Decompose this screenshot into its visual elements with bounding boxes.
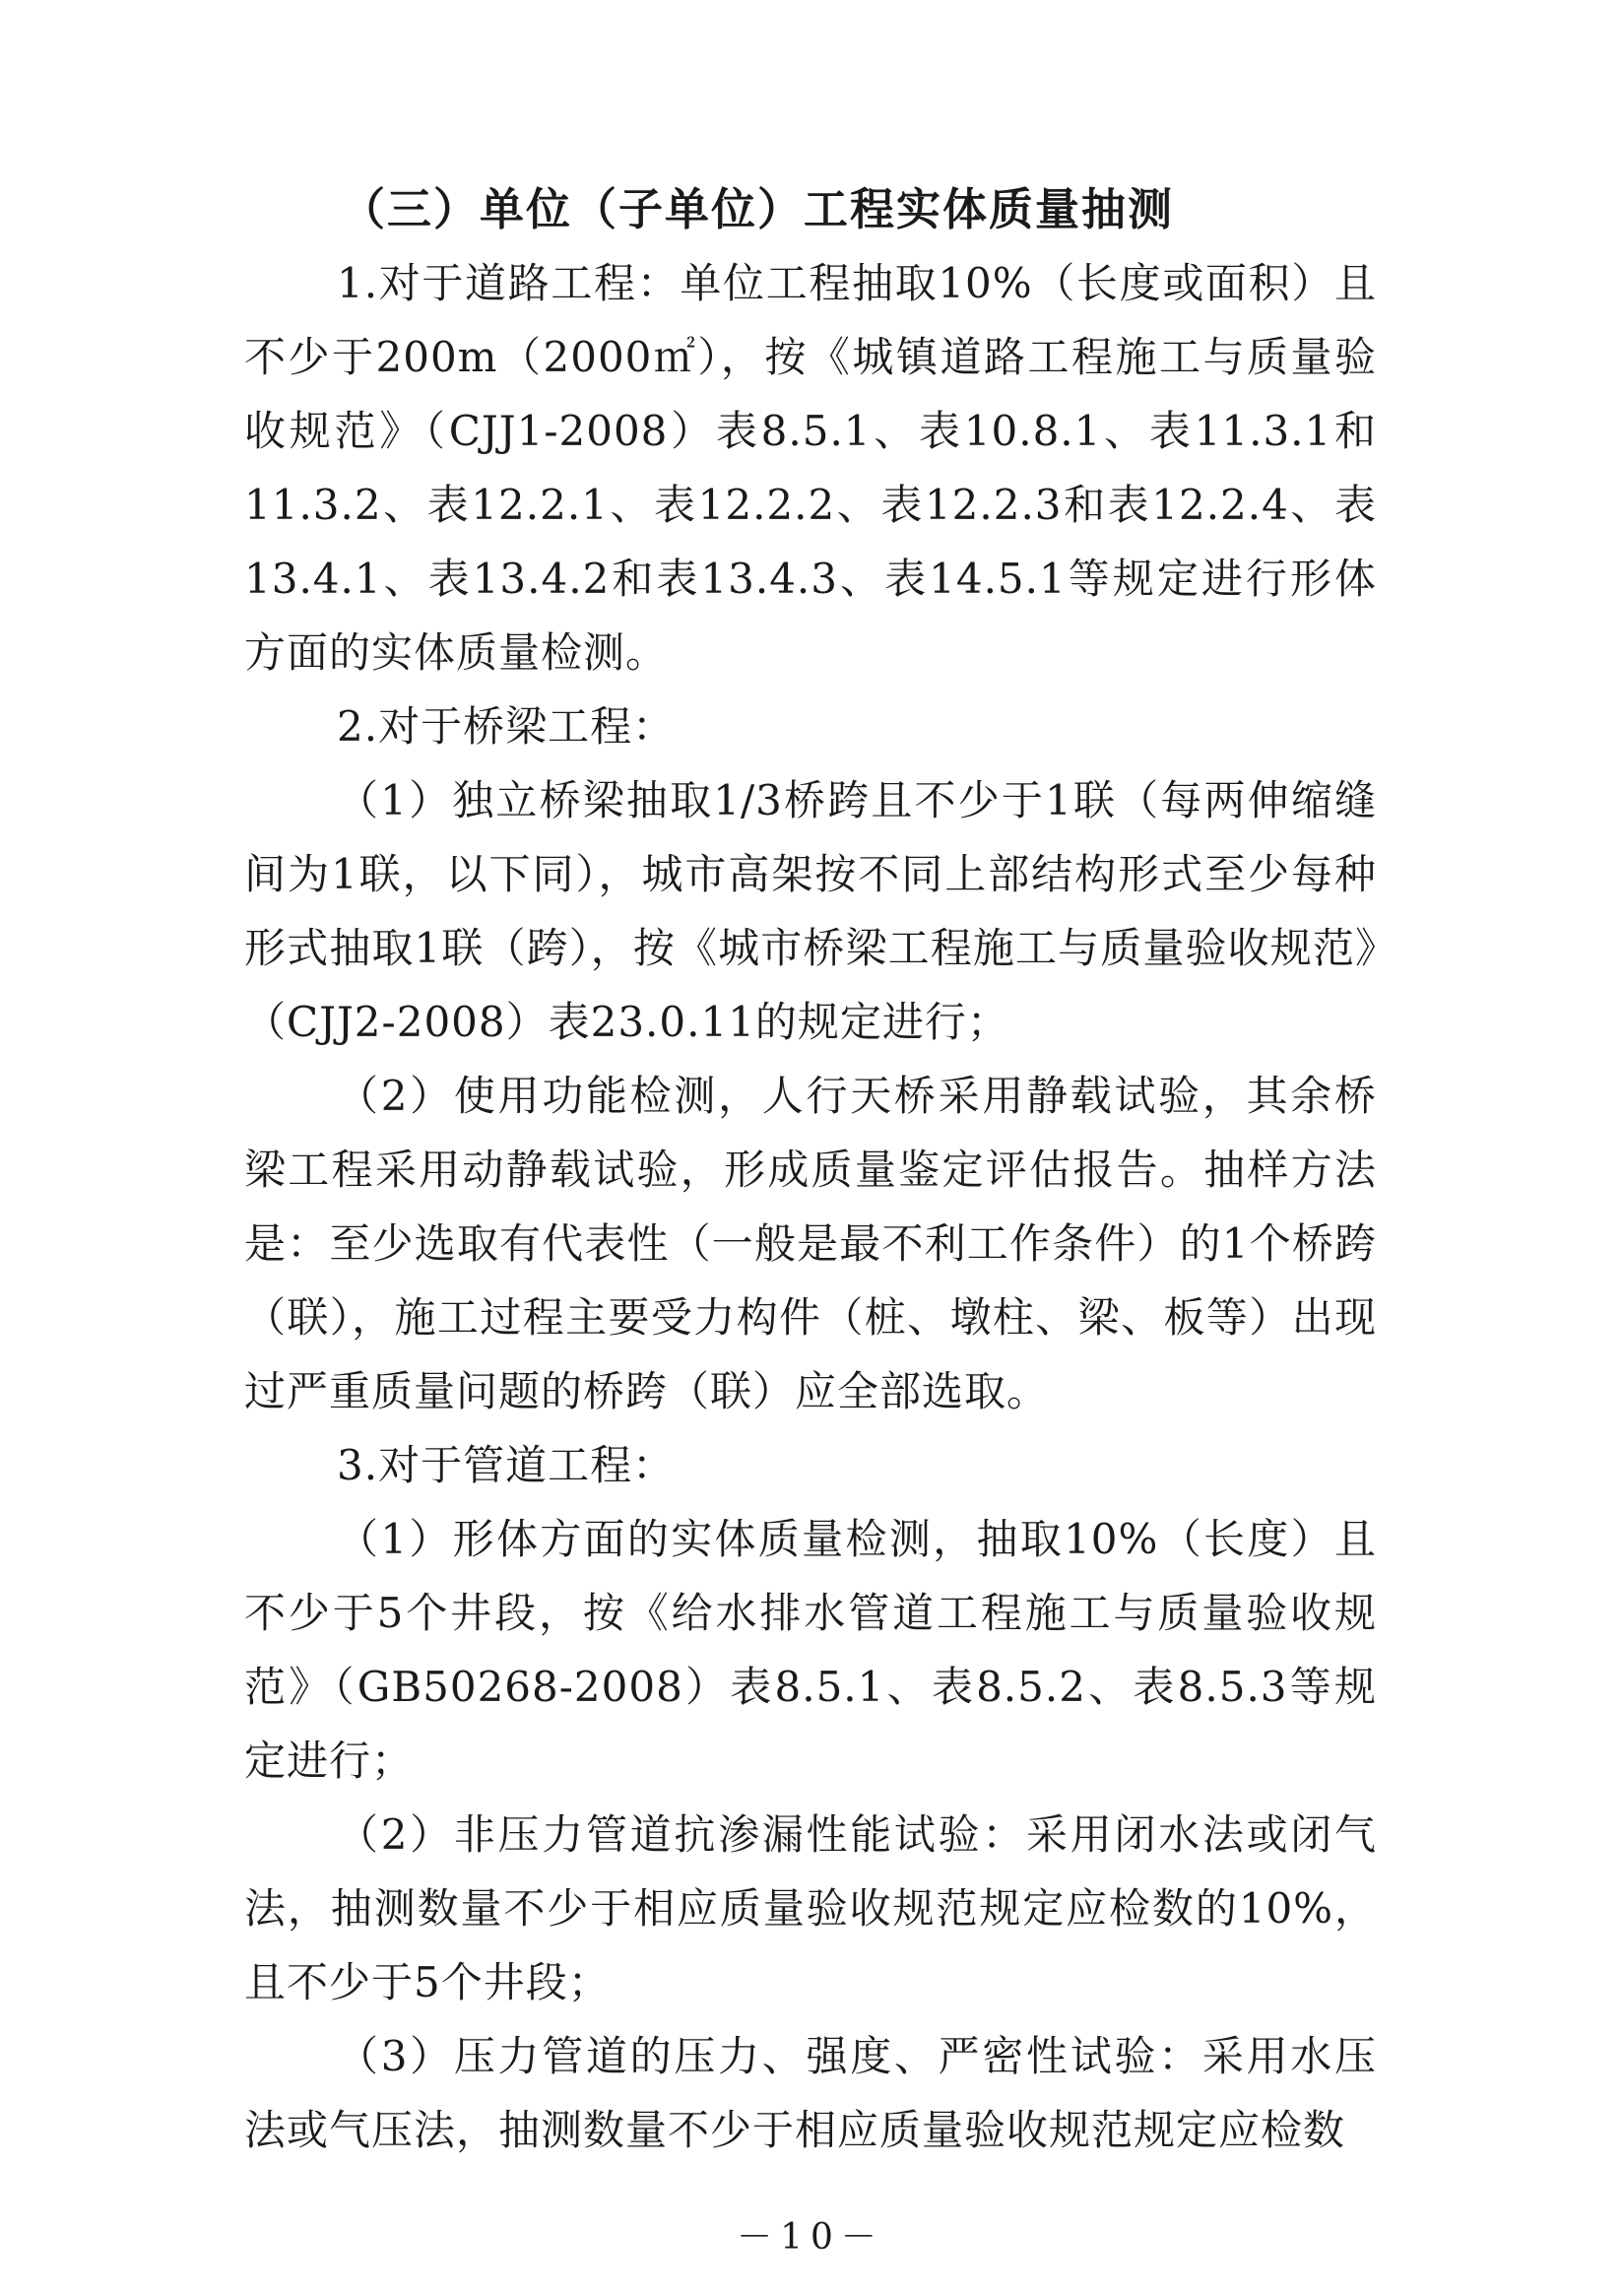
paragraph-pipeline-engineering-title: 3.对于管道工程： (337, 1441, 676, 1489)
page-number: －10－ (737, 2217, 884, 2258)
paragraph-bridge-item-1: （1）独立桥梁抽取1/3桥跨且不少于1联（每两伸缩缝间为1联，以下同），城市高架按不同上部结构形式至少每种形式抽取1联（跨），按《城市桥梁工程施工与质量验收规范》（CJJ2-2008）表23.0.11的规定进行； (244, 776, 1377, 1046)
paragraph-road-engineering: 1.对于道路工程：单位工程抽取10%（长度或面积）且不少于200m（2000㎡），按《城镇道路工程施工与质量验收规范》（CJJ1-2008）表8.5.1、表10.8.1、表11.3.1和11.3.2、表12.2.1、表12.2.2、表12.2.3和表12.2.4、表13.4.1、表13.4.2和表13.4.3、表14.5.1等规定进行形体方面的实体质量检测。 (244, 259, 1377, 677)
paragraph-bridge-engineering-title: 2.对于桥梁工程： (337, 702, 676, 751)
section-heading: （三）单位（子单位）工程实体质量抽测 (341, 183, 1175, 235)
paragraph-pipeline-item-1: （1）形体方面的实体质量检测，抽取10%（长度）且不少于5个井段，按《给水排水管道工程施工与质量验收规范》（GB50268-2008）表8.5.1、表8.5.2、表8.5.3等规定进行； (244, 1515, 1377, 1785)
paragraph-pipeline-item-3: （3）压力管道的压力、强度、严密性试验：采用水压法或气压法，抽测数量不少于相应质量验收规范规定应检数 (244, 2032, 1377, 2154)
paragraph-bridge-item-2: （2）使用功能检测，人行天桥采用静载试验，其余桥梁工程采用动静载试验，形成质量鉴定评估报告。抽样方法是：至少选取有代表性（一般是最不利工作条件）的1个桥跨（联），施工过程主要受力构件（桩、墩柱、梁、板等）出现过严重质量问题的桥跨（联）应全部选取。 (244, 1072, 1377, 1415)
document-body (244, 173, 1377, 2167)
paragraph-pipeline-item-2: （2）非压力管道抗渗漏性能试验：采用闭水法或闭气法，抽测数量不少于相应质量验收规范规定应检数的10%，且不少于5个井段； (244, 1810, 1377, 2006)
